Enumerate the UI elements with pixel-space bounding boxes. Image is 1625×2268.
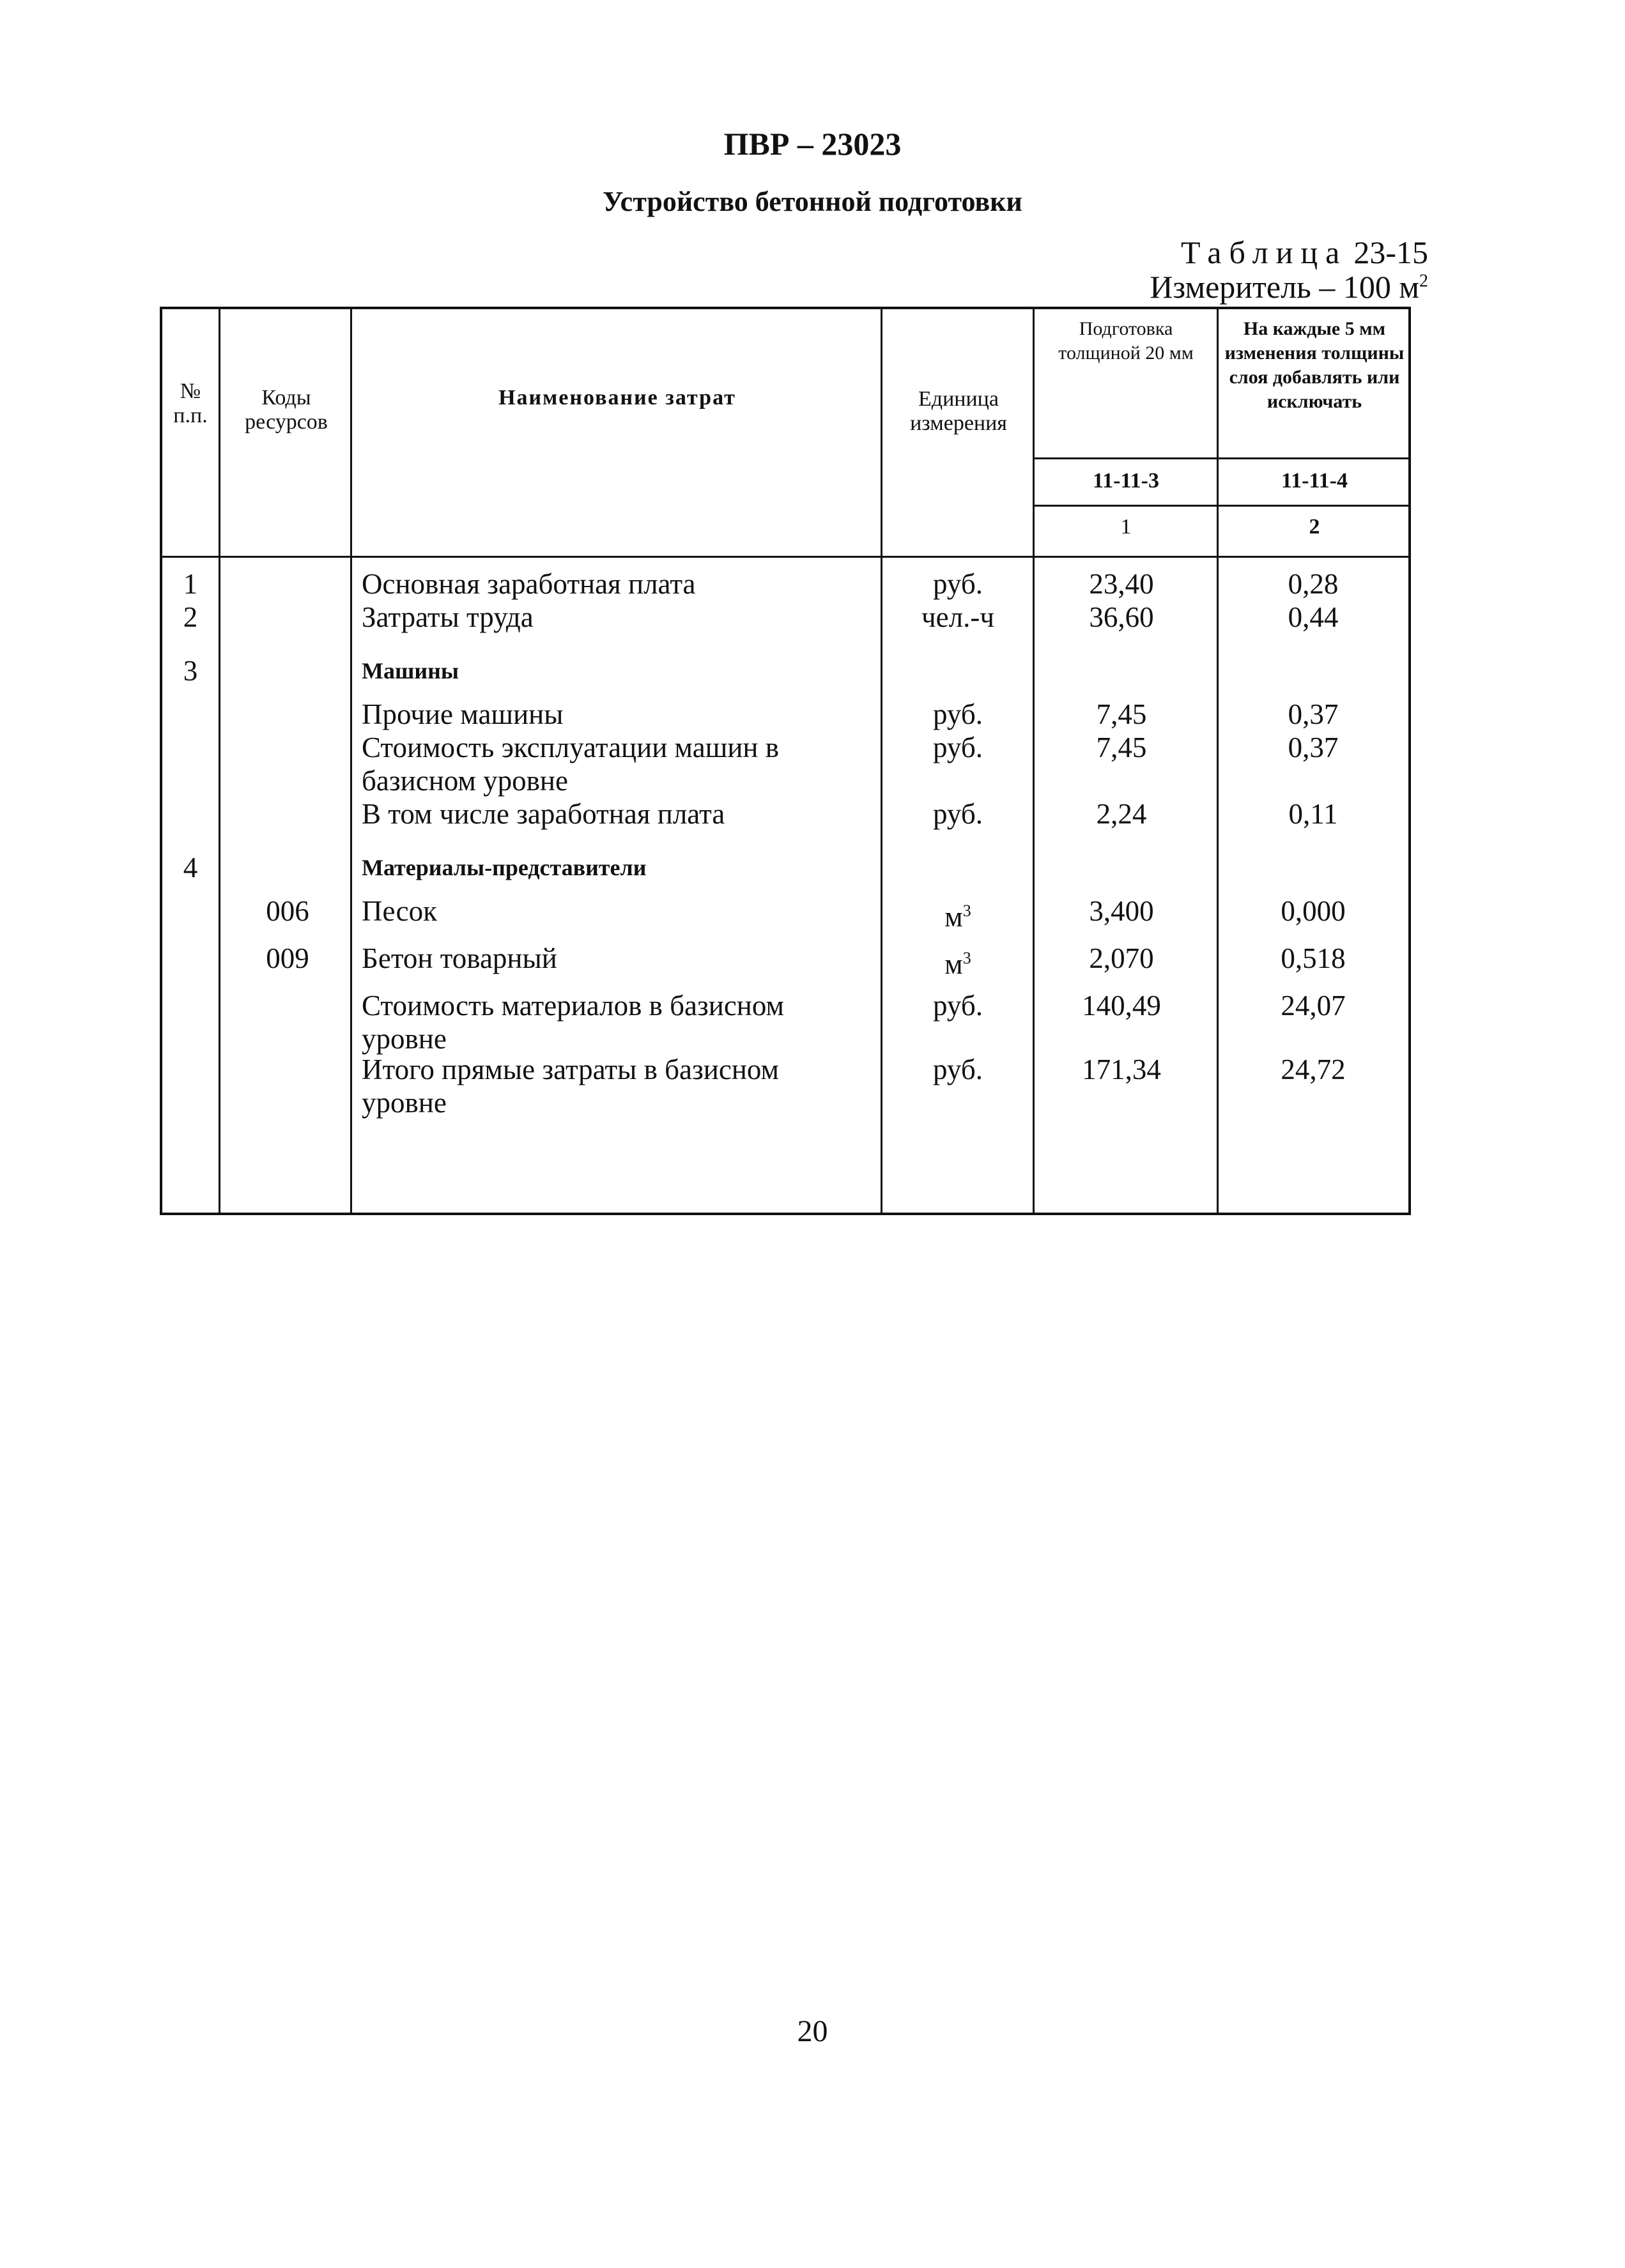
header-name: Наименование затрат <box>498 386 736 410</box>
table-row-value-2: 0,000 <box>1281 895 1346 927</box>
table-row-name: Затраты труда <box>362 601 534 633</box>
table-row-name: Бетон товарный <box>362 942 557 974</box>
header-num: № п.п. <box>173 379 208 427</box>
table-row-value-1: 7,45 <box>1096 698 1147 730</box>
measure-text: Измеритель – 100 м <box>1150 269 1419 305</box>
unit-sup: 3 <box>962 949 971 967</box>
header-codes: Коды ресурсов <box>245 386 328 434</box>
table-row-value-1: 36,60 <box>1089 601 1154 633</box>
table-row-value-2: 0,44 <box>1288 601 1339 633</box>
document-code: ПВР – 23023 <box>723 126 902 162</box>
table-row-unit <box>884 942 1031 981</box>
table-row-value-2: 24,07 <box>1281 990 1346 1022</box>
table-row-value-1: 2,070 <box>1089 942 1154 974</box>
table-row-unit: руб. <box>933 990 983 1022</box>
unit-text: м <box>944 901 963 933</box>
table-row-name: В том числе заработная плата <box>362 798 725 830</box>
table-row-value-2: 0,37 <box>1288 732 1339 763</box>
table-row-name: Основная заработная плата <box>362 568 696 600</box>
table-row-code: 009 <box>266 942 309 974</box>
page-number: 20 <box>797 2014 828 2048</box>
table-col-divider-unit <box>1033 307 1035 1215</box>
measure-label <box>1150 268 1428 305</box>
header-col1-index: 1 <box>1120 515 1132 539</box>
table-row-num: 2 <box>183 601 198 633</box>
table-col-divider-name <box>881 307 882 1215</box>
table-label <box>1181 234 1428 271</box>
header-col2-index: 2 <box>1309 515 1320 539</box>
table-col-divider-code <box>350 307 352 1215</box>
unit-text: м <box>944 948 963 980</box>
table-row-unit: руб. <box>933 698 983 730</box>
table-left-border <box>160 307 162 1215</box>
table-row-unit: руб. <box>933 798 983 830</box>
table-row-value-1: 23,40 <box>1089 568 1154 600</box>
table-label-word: Таблица <box>1181 234 1348 270</box>
header-col1-title: Подготовка толщиной 20 мм <box>1058 318 1194 364</box>
table-row-value-1: 7,45 <box>1096 732 1147 763</box>
section-heading-machines: Машины <box>362 658 459 684</box>
document-title: Устройство бетонной подготовки <box>603 186 1022 217</box>
table-row-name: Стоимость эксплуатации машин в базисном уровне <box>362 732 780 797</box>
unit-sup: 3 <box>962 901 971 920</box>
table-row-value-2: 0,37 <box>1288 698 1339 730</box>
table-col-divider-value <box>1217 307 1219 1215</box>
header-unit: Единица измерения <box>910 387 1007 435</box>
table-row-num: 3 <box>183 655 198 687</box>
table-row-value-2: 0,518 <box>1281 942 1346 974</box>
table-value-header-divider-2 <box>1033 505 1411 507</box>
table-value-header-divider-1 <box>1033 457 1411 459</box>
table-header-divider <box>160 556 1411 558</box>
table-row-name: Стоимость материалов в базисном уровне <box>362 990 785 1055</box>
table-row-num: 1 <box>183 568 198 600</box>
table-row-value-1: 171,34 <box>1082 1054 1161 1085</box>
table-row-value-1: 2,24 <box>1096 798 1147 830</box>
header-col2-code: 11-11-4 <box>1281 469 1348 493</box>
table-row-name: Песок <box>362 895 437 927</box>
table-row-unit: руб. <box>933 732 983 763</box>
table-row-value-1: 140,49 <box>1082 990 1161 1022</box>
table-row-value-2: 24,72 <box>1281 1054 1346 1085</box>
table-bottom-border <box>160 1213 1411 1215</box>
table-col-divider-num <box>219 307 220 1215</box>
table-row-value-2: 0,11 <box>1288 798 1338 830</box>
table-row-name: Прочие машины <box>362 698 564 730</box>
table-row-value-1: 3,400 <box>1089 895 1154 927</box>
table-row-code: 006 <box>266 895 309 927</box>
table-row-value-2: 0,28 <box>1288 568 1339 600</box>
section-heading-materials: Материалы-представители <box>362 855 647 880</box>
measure-sup: 2 <box>1419 271 1428 291</box>
table-row-unit: руб. <box>933 1054 983 1085</box>
table-row-unit: чел.-ч <box>921 601 994 633</box>
table-row-num: 4 <box>183 852 198 884</box>
header-col2-title: На каждые 5 мм изменения толщины слоя добавлять или исключать <box>1224 318 1405 412</box>
table-right-border <box>1408 307 1411 1215</box>
table-number: 23-15 <box>1353 234 1428 270</box>
table-row-unit: руб. <box>933 568 983 600</box>
table-row-name: Итого прямые затраты в базисном уровне <box>362 1054 780 1119</box>
header-col1-code: 11-11-3 <box>1093 469 1159 493</box>
table-top-border <box>160 307 1411 309</box>
table-row-unit <box>884 894 1031 933</box>
